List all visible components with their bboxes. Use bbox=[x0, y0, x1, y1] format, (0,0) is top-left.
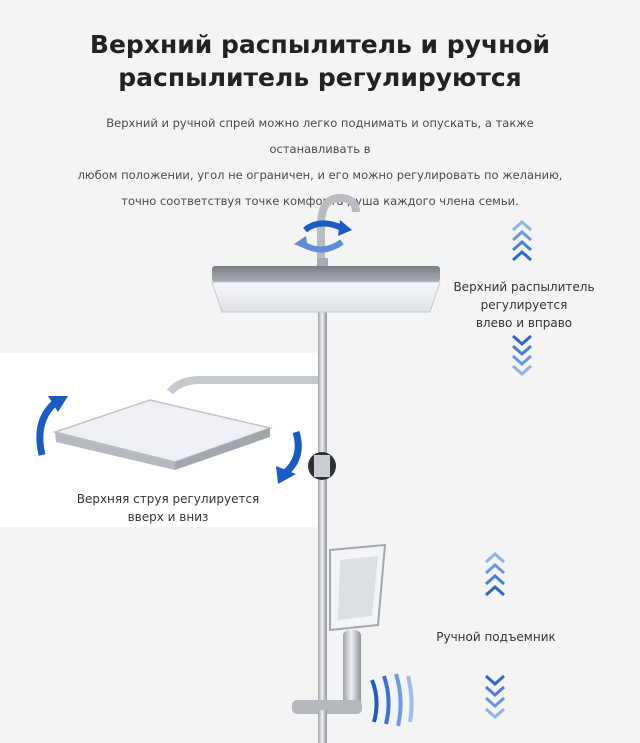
description-line-2: любом положении, угол не ограничен, и его можно регулировать по желанию, bbox=[77, 168, 563, 182]
hand-shower bbox=[292, 545, 385, 743]
description-line-3: точно соответствуя точке комфорта душа каждого члена семьи. bbox=[121, 194, 519, 208]
top-shower-head bbox=[212, 266, 440, 312]
title-line-1: Верхний распылитель и ручной bbox=[89, 30, 551, 59]
main-pipe bbox=[318, 300, 327, 743]
lift-motion-icon bbox=[372, 674, 412, 726]
description-line-1: Верхний и ручной спрей можно легко поднимать и опускать, а также останавливать в bbox=[106, 116, 534, 156]
tilt-up-arrow-icon bbox=[40, 396, 68, 455]
lift-chevrons-up-icon bbox=[486, 554, 504, 595]
title-line-2: распылитель регулируются bbox=[118, 63, 522, 92]
top-spray-label bbox=[452, 278, 596, 332]
top-spray-label-line-1: Верхний распылитель bbox=[453, 280, 595, 294]
hand-lift-label bbox=[430, 628, 562, 646]
chevrons-up-icon bbox=[513, 222, 531, 260]
hand-lift-label-text: Ручной подъемник bbox=[436, 630, 556, 644]
top-spray-label-line-3: влево и вправо bbox=[475, 316, 573, 330]
lift-chevrons-down-icon bbox=[486, 676, 504, 717]
shower-arm bbox=[170, 380, 318, 392]
top-spray-label-line-2: регулируется bbox=[480, 298, 568, 312]
diverter-knob bbox=[308, 452, 336, 480]
top-jet-label-line-1: Верхняя струя регулируется bbox=[76, 492, 260, 506]
tilted-shower-head bbox=[55, 400, 270, 470]
top-jet-label bbox=[58, 490, 278, 526]
chevrons-down-icon bbox=[513, 336, 531, 374]
top-jet-label-line-2: вверх и вниз bbox=[127, 510, 209, 524]
tilt-down-arrow-icon bbox=[276, 432, 298, 484]
